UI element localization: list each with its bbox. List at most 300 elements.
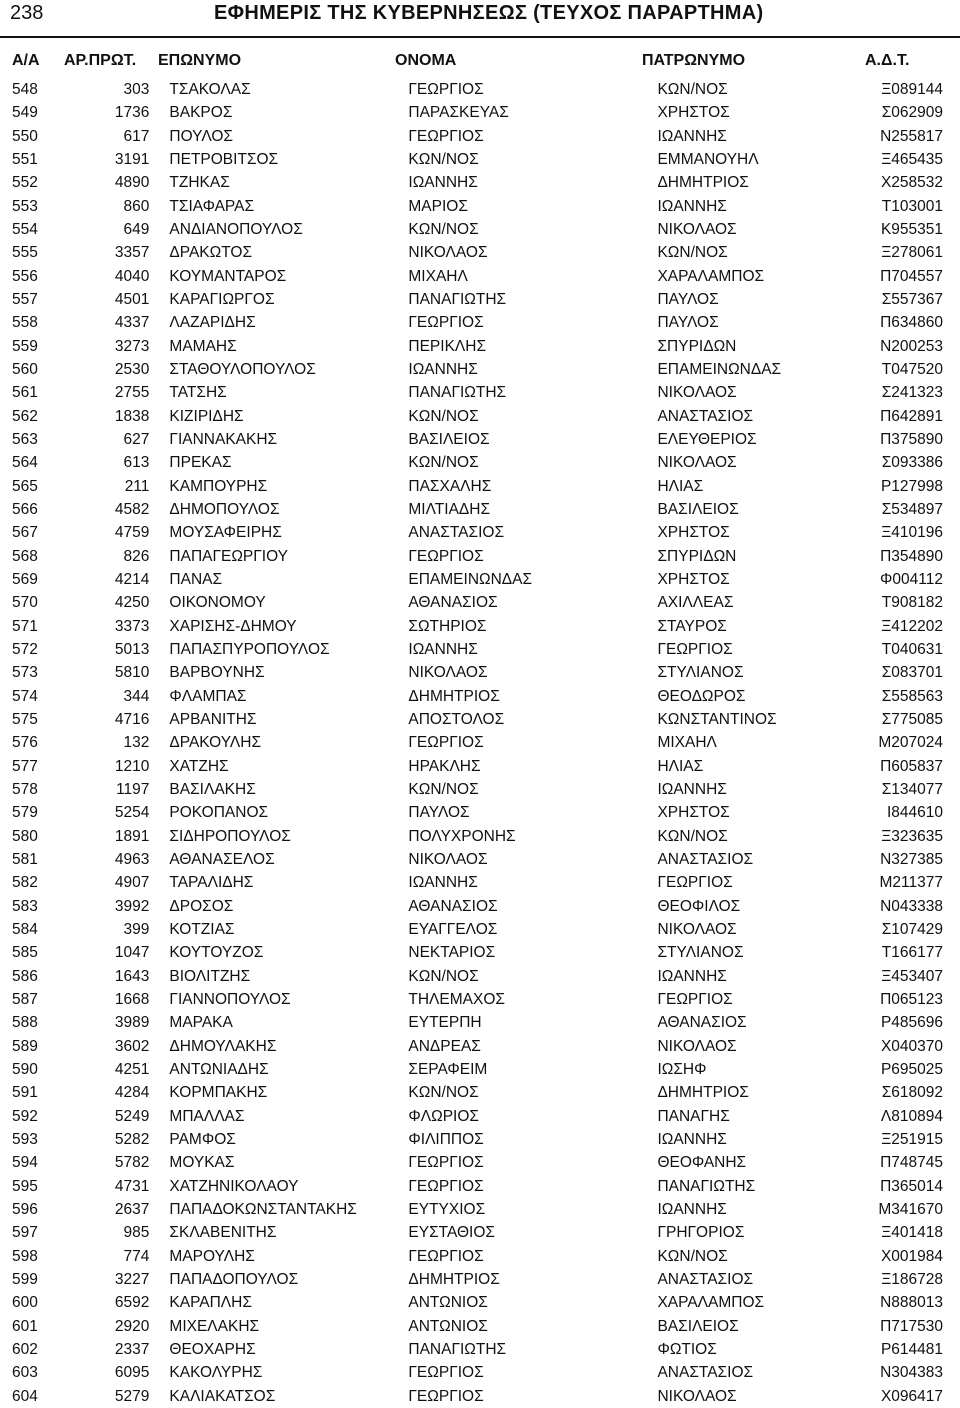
fathers-name: ΣΠΥΡΙΔΩΝ bbox=[657, 337, 737, 355]
id-number: Ρ485696 bbox=[880, 1014, 943, 1032]
row-index: 568 bbox=[12, 547, 38, 565]
surname: ΓΙΑΝΝΟΠΟΥΛΟΣ bbox=[169, 990, 291, 1008]
fathers-name: ΓΕΩΡΓΙΟΣ bbox=[657, 874, 733, 892]
fathers-name: ΘΕΟΦΑΝΗΣ bbox=[657, 1154, 747, 1172]
id-number: Ν255817 bbox=[880, 127, 943, 145]
column-header-aa: Α/Α bbox=[12, 52, 40, 69]
first-name: ΓΕΩΡΓΙΟΣ bbox=[408, 314, 484, 332]
protocol-number: 1891 bbox=[114, 827, 150, 845]
id-number: Ν888013 bbox=[880, 1294, 943, 1312]
protocol-number: 3227 bbox=[114, 1270, 150, 1288]
fathers-name: ΘΕΟΦΙΛΟΣ bbox=[657, 897, 741, 915]
fathers-name: ΦΩΤΙΟΣ bbox=[657, 1340, 717, 1358]
surname: ΡΟΚΟΠΑΝΟΣ bbox=[169, 804, 269, 822]
id-number: Π704557 bbox=[880, 267, 943, 285]
journal-title: ΕΦΗΜΕΡΙΣ ΤΗΣ ΚΥΒΕΡΝΗΣΕΩΣ (ΤΕΥΧΟΣ ΠΑΡΑΡΤΗΜΑ) bbox=[214, 2, 764, 24]
id-number: Ξ323635 bbox=[881, 827, 943, 845]
table-row bbox=[0, 731, 960, 754]
first-name: ΚΩΝ/ΝΟΣ bbox=[408, 781, 479, 798]
surname: ΚΟΡΜΠΑΚΗΣ bbox=[169, 1084, 268, 1102]
id-number: Π375890 bbox=[880, 431, 943, 449]
table-row bbox=[0, 1314, 960, 1337]
first-name: ΠΑΝΑΓΙΩΤΗΣ bbox=[408, 384, 507, 402]
fathers-name: ΣΤΥΛΙΑΝΟΣ bbox=[657, 944, 744, 962]
surname: ΑΘΑΝΑΣΕΛΟΣ bbox=[169, 850, 275, 868]
first-name: ΠΑΥΛΟΣ bbox=[408, 804, 470, 822]
protocol-number: 4040 bbox=[114, 267, 150, 285]
row-index: 569 bbox=[12, 571, 38, 589]
id-number: Σ107429 bbox=[881, 920, 943, 938]
table-row bbox=[0, 1361, 960, 1384]
first-name: ΑΝΑΣΤΑΣΙΟΣ bbox=[408, 524, 505, 542]
protocol-number: 4501 bbox=[114, 291, 150, 309]
table-row bbox=[0, 1128, 960, 1151]
surname: ΚΑΚΟΛΥΡΗΣ bbox=[169, 1364, 263, 1382]
row-index: 592 bbox=[12, 1107, 38, 1125]
protocol-number: 1668 bbox=[114, 990, 150, 1008]
surname: ΚΟΥΜΑΝΤΑΡΟΣ bbox=[169, 267, 287, 285]
id-number: Ξ089144 bbox=[881, 81, 943, 99]
row-index: 591 bbox=[12, 1084, 38, 1102]
fathers-name: ΑΝΑΣΤΑΣΙΟΣ bbox=[657, 1364, 754, 1382]
id-number: Τ040631 bbox=[881, 641, 943, 659]
row-index: 590 bbox=[12, 1060, 38, 1078]
id-number: Τ166177 bbox=[881, 944, 943, 962]
surname: ΑΡΒΑΝΙΤΗΣ bbox=[169, 711, 257, 729]
surname: ΤΑΤΣΗΣ bbox=[169, 384, 227, 402]
fathers-name: ΝΙΚΟΛΑΟΣ bbox=[657, 1037, 737, 1055]
fathers-name: ΧΑΡΑΛΑΜΠΟΣ bbox=[657, 267, 765, 285]
fathers-name: ΚΩΝ/ΝΟΣ bbox=[657, 244, 728, 262]
table-row bbox=[0, 1011, 960, 1034]
id-number: Π634860 bbox=[880, 314, 943, 332]
first-name: ΠΟΛΥΧΡΟΝΗΣ bbox=[408, 827, 516, 845]
protocol-number: 1197 bbox=[116, 781, 150, 798]
table-row bbox=[0, 894, 960, 917]
first-name: ΚΩΝ/ΝΟΣ bbox=[408, 407, 479, 425]
fathers-name: ΕΜΜΑΝΟΥΗΛ bbox=[657, 151, 759, 169]
first-name: ΝΙΚΟΛΑΟΣ bbox=[408, 850, 488, 868]
fathers-name: ΠΑΝΑΓΙΩΤΗΣ bbox=[657, 1177, 756, 1195]
first-name: ΤΗΛΕΜΑΧΟΣ bbox=[408, 990, 505, 1008]
protocol-number: 649 bbox=[123, 221, 150, 239]
fathers-name: ΙΩΑΝΝΗΣ bbox=[657, 127, 727, 145]
id-number: Σ775085 bbox=[881, 711, 943, 729]
table-row bbox=[0, 475, 960, 498]
fathers-name: ΣΠΥΡΙΔΩΝ bbox=[657, 547, 737, 565]
table-row bbox=[0, 498, 960, 521]
surname: ΘΕΟΧΑΡΗΣ bbox=[169, 1340, 256, 1358]
table-row bbox=[0, 1058, 960, 1081]
fathers-name: ΝΙΚΟΛΑΟΣ bbox=[657, 920, 737, 938]
first-name: ΙΩΑΝΝΗΣ bbox=[408, 874, 478, 892]
surname: ΑΝΔΙΑΝΟΠΟΥΛΟΣ bbox=[169, 221, 303, 239]
fathers-name: ΠΑΥΛΟΣ bbox=[657, 314, 719, 332]
table-row bbox=[0, 218, 960, 241]
fathers-name: ΙΩΑΝΝΗΣ bbox=[657, 1200, 727, 1218]
row-index: 579 bbox=[12, 804, 38, 822]
fathers-name: ΣΤΥΛΙΑΝΟΣ bbox=[657, 664, 744, 682]
first-name: ΓΕΩΡΓΙΟΣ bbox=[408, 547, 484, 565]
protocol-number: 1643 bbox=[114, 967, 150, 985]
row-index: 581 bbox=[12, 850, 38, 868]
fathers-name: ΝΙΚΟΛΑΟΣ bbox=[657, 1387, 737, 1405]
id-number: Μ211377 bbox=[879, 874, 943, 892]
fathers-name: ΝΙΚΟΛΑΟΣ bbox=[657, 384, 737, 402]
row-index: 557 bbox=[12, 291, 38, 309]
first-name: ΕΥΑΓΓΕΛΟΣ bbox=[408, 920, 498, 938]
id-number: Σ618092 bbox=[881, 1084, 943, 1102]
row-index: 559 bbox=[12, 337, 38, 355]
fathers-name: ΧΑΡΑΛΑΜΠΟΣ bbox=[657, 1294, 765, 1312]
protocol-number: 5254 bbox=[114, 804, 150, 822]
first-name: ΑΘΑΝΑΣΙΟΣ bbox=[408, 594, 498, 612]
first-name: ΓΕΩΡΓΙΟΣ bbox=[408, 1154, 484, 1172]
table-row bbox=[0, 685, 960, 708]
first-name: ΓΕΩΡΓΙΟΣ bbox=[408, 1364, 484, 1382]
first-name: ΒΑΣΙΛΕΙΟΣ bbox=[408, 431, 490, 449]
id-number: Σ134077 bbox=[881, 781, 943, 798]
fathers-name: ΕΛΕΥΘΕΡΙΟΣ bbox=[657, 431, 757, 449]
first-name: ΑΠΟΣΤΟΛΟΣ bbox=[408, 711, 505, 729]
row-index: 585 bbox=[12, 944, 38, 962]
surname: ΠΑΠΑΔΟΠΟΥΛΟΣ bbox=[169, 1270, 299, 1288]
first-name: ΙΩΑΝΝΗΣ bbox=[408, 641, 478, 659]
first-name: ΠΑΝΑΓΙΩΤΗΣ bbox=[408, 291, 507, 309]
surname: ΑΝΤΩΝΙΑΔΗΣ bbox=[169, 1060, 269, 1078]
protocol-number: 1047 bbox=[114, 944, 150, 962]
id-number: Π354890 bbox=[880, 547, 943, 565]
surname: ΔΗΜΟΠΟΥΛΟΣ bbox=[169, 501, 280, 519]
first-name: ΓΕΩΡΓΙΟΣ bbox=[408, 1247, 484, 1265]
protocol-number: 3357 bbox=[114, 244, 150, 262]
row-index: 555 bbox=[12, 244, 38, 262]
first-name: ΙΩΑΝΝΗΣ bbox=[408, 361, 478, 379]
row-index: 564 bbox=[12, 454, 38, 472]
table-row bbox=[0, 568, 960, 591]
page-header bbox=[0, 0, 960, 34]
surname: ΔΗΜΟΥΛΑΚΗΣ bbox=[169, 1037, 277, 1055]
protocol-number: 4214 bbox=[114, 571, 150, 589]
id-number: Ξ251915 bbox=[881, 1130, 943, 1148]
row-index: 594 bbox=[12, 1154, 38, 1172]
table-row bbox=[0, 265, 960, 288]
row-index: 566 bbox=[12, 501, 38, 519]
header-divider bbox=[0, 36, 960, 38]
id-number: Λ810894 bbox=[880, 1107, 943, 1125]
surname: ΔΡΑΚΩΤΟΣ bbox=[169, 244, 253, 262]
protocol-number: 4284 bbox=[114, 1084, 150, 1102]
id-number: Π748745 bbox=[880, 1154, 943, 1172]
id-number: Ρ127998 bbox=[880, 477, 943, 495]
surname: ΤΖΗΚΑΣ bbox=[169, 174, 230, 192]
surname: ΧΑΤΖΗΣ bbox=[169, 757, 229, 775]
row-index: 595 bbox=[12, 1177, 38, 1195]
fathers-name: ΒΑΣΙΛΕΙΟΣ bbox=[657, 501, 739, 519]
row-index: 593 bbox=[12, 1130, 38, 1148]
row-index: 589 bbox=[12, 1037, 38, 1055]
fathers-name: ΙΩΑΝΝΗΣ bbox=[657, 781, 727, 798]
surname: ΣΚΛΑΒΕΝΙΤΗΣ bbox=[169, 1224, 277, 1242]
surname: ΓΙΑΝΝΑΚΑΚΗΣ bbox=[169, 431, 278, 449]
protocol-number: 5782 bbox=[114, 1154, 150, 1172]
surname: ΣΙΔΗΡΟΠΟΥΛΟΣ bbox=[169, 827, 291, 845]
id-number: Π065123 bbox=[880, 990, 943, 1008]
fathers-name: ΚΩΝ/ΝΟΣ bbox=[657, 81, 728, 99]
table-row bbox=[0, 358, 960, 381]
row-index: 556 bbox=[12, 267, 38, 285]
surname: ΤΣΑΚΟΛΑΣ bbox=[169, 81, 251, 99]
surname: ΜΙΧΕΛΑΚΗΣ bbox=[169, 1317, 260, 1335]
column-header-surname: ΕΠΩΝΥΜΟ bbox=[158, 52, 242, 69]
id-number: Χ001984 bbox=[880, 1247, 943, 1265]
row-index: 567 bbox=[12, 524, 38, 542]
column-header-protocol: ΑΡ.ΠΡΩΤ. bbox=[64, 52, 137, 69]
id-number: Σ083701 bbox=[881, 664, 943, 682]
first-name: ΚΩΝ/ΝΟΣ bbox=[408, 151, 479, 169]
id-number: Τ103001 bbox=[881, 197, 943, 215]
surname: ΧΑΤΖΗΝΙΚΟΛΑΟΥ bbox=[169, 1177, 299, 1195]
row-index: 587 bbox=[12, 990, 38, 1008]
fathers-name: ΚΩΝ/ΝΟΣ bbox=[657, 827, 728, 845]
surname: ΠΡΕΚΑΣ bbox=[169, 454, 232, 472]
surname: ΚΙΖΙΡΙΔΗΣ bbox=[169, 407, 244, 425]
fathers-name: ΜΙΧΑΗΛ bbox=[657, 734, 717, 752]
first-name: ΦΙΛΙΠΠΟΣ bbox=[408, 1130, 484, 1148]
id-number: Σ241323 bbox=[881, 384, 943, 402]
protocol-number: 3373 bbox=[114, 617, 150, 635]
table-row bbox=[0, 591, 960, 614]
surname: ΚΟΤΖΙΑΣ bbox=[169, 920, 235, 938]
first-name: ΓΕΩΡΓΙΟΣ bbox=[408, 1387, 484, 1405]
fathers-name: ΠΑΥΛΟΣ bbox=[657, 291, 719, 309]
surname: ΠΑΠΑΓΕΩΡΓΙΟΥ bbox=[169, 547, 289, 565]
id-number: Τ047520 bbox=[881, 361, 943, 379]
first-name: ΔΗΜΗΤΡΙΟΣ bbox=[408, 687, 500, 705]
protocol-number: 826 bbox=[123, 547, 150, 565]
protocol-number: 627 bbox=[123, 431, 150, 449]
table-row bbox=[0, 545, 960, 568]
protocol-number: 344 bbox=[123, 687, 150, 705]
fathers-name: ΙΩΑΝΝΗΣ bbox=[657, 197, 727, 215]
table-row bbox=[0, 941, 960, 964]
first-name: ΦΛΩΡΙΟΣ bbox=[408, 1107, 479, 1125]
table-row bbox=[0, 1034, 960, 1057]
table-row bbox=[0, 405, 960, 428]
fathers-name: ΑΝΑΣΤΑΣΙΟΣ bbox=[657, 1270, 754, 1288]
first-name: ΜΙΛΤΙΑΔΗΣ bbox=[408, 501, 491, 519]
protocol-number: 4251 bbox=[114, 1060, 150, 1078]
row-index: 572 bbox=[12, 641, 38, 659]
fathers-name: ΓΡΗΓΟΡΙΟΣ bbox=[657, 1224, 745, 1242]
protocol-number: 617 bbox=[123, 127, 150, 145]
id-number: Π642891 bbox=[880, 407, 943, 425]
id-number: Σ062909 bbox=[881, 104, 943, 122]
fathers-name: ΣΤΑΥΡΟΣ bbox=[657, 617, 727, 635]
id-number: Ρ614481 bbox=[880, 1340, 943, 1358]
id-number: Π605837 bbox=[880, 757, 943, 775]
fathers-name: ΧΡΗΣΤΟΣ bbox=[657, 571, 730, 589]
fathers-name: ΑΝΑΣΤΑΣΙΟΣ bbox=[657, 407, 754, 425]
row-index: 549 bbox=[12, 104, 38, 122]
surname: ΠΟΥΛΟΣ bbox=[169, 127, 234, 145]
id-number: Χ040370 bbox=[880, 1037, 943, 1055]
fathers-name: ΑΧΙΛΛΕΑΣ bbox=[657, 594, 734, 612]
row-index: 570 bbox=[12, 594, 38, 612]
surname: ΤΑΡΑΛΙΔΗΣ bbox=[169, 874, 254, 892]
table-row bbox=[0, 171, 960, 194]
table-row bbox=[0, 288, 960, 311]
table-row bbox=[0, 78, 960, 101]
table-row bbox=[0, 708, 960, 731]
id-number: Ξ412202 bbox=[881, 617, 943, 635]
row-index: 582 bbox=[12, 874, 38, 892]
table-row bbox=[0, 848, 960, 871]
first-name: ΕΥΤΥΧΙΟΣ bbox=[408, 1200, 486, 1218]
fathers-name: ΙΩΣΗΦ bbox=[657, 1060, 707, 1078]
column-headers bbox=[0, 52, 960, 74]
protocol-number: 5810 bbox=[114, 664, 150, 682]
table-row bbox=[0, 381, 960, 404]
protocol-number: 2337 bbox=[114, 1340, 150, 1358]
table-row bbox=[0, 918, 960, 941]
row-index: 565 bbox=[12, 477, 38, 495]
protocol-number: 2530 bbox=[114, 361, 150, 379]
fathers-name: ΙΩΑΝΝΗΣ bbox=[657, 967, 727, 985]
first-name: ΜΑΡΙΟΣ bbox=[408, 197, 468, 215]
fathers-name: ΗΛΙΑΣ bbox=[657, 757, 704, 775]
row-index: 551 bbox=[12, 151, 38, 169]
row-index: 578 bbox=[12, 781, 38, 798]
id-number: Ν327385 bbox=[880, 850, 943, 868]
table-row bbox=[0, 871, 960, 894]
table-row bbox=[0, 311, 960, 334]
table-row bbox=[0, 1384, 960, 1407]
protocol-number: 6095 bbox=[114, 1364, 150, 1382]
fathers-name: ΧΡΗΣΤΟΣ bbox=[657, 524, 730, 542]
fathers-name: ΠΑΝΑΓΗΣ bbox=[657, 1107, 730, 1125]
row-index: 586 bbox=[12, 967, 38, 985]
id-number: Ν043338 bbox=[880, 897, 943, 915]
row-index: 573 bbox=[12, 664, 38, 682]
protocol-number: 4716 bbox=[114, 711, 150, 729]
column-header-fathers-name: ΠΑΤΡΩΝΥΜΟ bbox=[642, 52, 746, 69]
first-name: ΣΕΡΑΦΕΙΜ bbox=[408, 1060, 488, 1078]
protocol-number: 5279 bbox=[114, 1387, 150, 1405]
first-name: ΝΙΚΟΛΑΟΣ bbox=[408, 664, 488, 682]
protocol-number: 4963 bbox=[114, 850, 150, 868]
row-index: 598 bbox=[12, 1247, 38, 1265]
table-row bbox=[0, 778, 960, 801]
column-header-id-number: Α.Δ.Τ. bbox=[865, 52, 910, 69]
column-header-name: ΟΝΟΜΑ bbox=[395, 52, 457, 69]
surname: ΚΟΥΤΟΥΖΟΣ bbox=[169, 944, 264, 962]
protocol-number: 3992 bbox=[114, 897, 150, 915]
protocol-number: 5249 bbox=[114, 1107, 150, 1125]
id-number: Ν200253 bbox=[880, 337, 943, 355]
table-row bbox=[0, 661, 960, 684]
table-row bbox=[0, 1268, 960, 1291]
first-name: ΕΥΣΤΑΘΙΟΣ bbox=[408, 1224, 495, 1242]
row-index: 597 bbox=[12, 1224, 38, 1242]
protocol-number: 399 bbox=[123, 920, 150, 938]
fathers-name: ΘΕΟΔΩΡΟΣ bbox=[657, 687, 746, 705]
protocol-number: 4250 bbox=[114, 594, 150, 612]
protocol-number: 4759 bbox=[114, 524, 150, 542]
protocol-number: 1210 bbox=[114, 757, 150, 775]
first-name: ΓΕΩΡΓΙΟΣ bbox=[408, 1177, 484, 1195]
table-row bbox=[0, 1151, 960, 1174]
first-name: ΚΩΝ/ΝΟΣ bbox=[408, 454, 479, 472]
row-index: 548 bbox=[12, 81, 38, 99]
surname: ΚΑΜΠΟΥΡΗΣ bbox=[169, 477, 268, 495]
first-name: ΠΑΝΑΓΙΩΤΗΣ bbox=[408, 1340, 507, 1358]
protocol-number: 2637 bbox=[114, 1200, 150, 1218]
first-name: ΔΗΜΗΤΡΙΟΣ bbox=[408, 1270, 500, 1288]
protocol-number: 860 bbox=[123, 197, 150, 215]
row-index: 558 bbox=[12, 314, 38, 332]
row-index: 571 bbox=[12, 617, 38, 635]
fathers-name: ΒΑΣΙΛΕΙΟΣ bbox=[657, 1317, 739, 1335]
protocol-number: 774 bbox=[123, 1247, 150, 1265]
page-number: 238 bbox=[10, 2, 44, 24]
table-row bbox=[0, 125, 960, 148]
protocol-number: 3273 bbox=[114, 337, 150, 355]
id-number: Φ004112 bbox=[880, 571, 943, 589]
table-row bbox=[0, 1221, 960, 1244]
row-index: 554 bbox=[12, 221, 38, 239]
first-name: ΠΑΡΑΣΚΕΥΑΣ bbox=[408, 104, 509, 122]
fathers-name: ΝΙΚΟΛΑΟΣ bbox=[657, 454, 737, 472]
first-name: ΝΙΚΟΛΑΟΣ bbox=[408, 244, 488, 262]
first-name: ΑΘΑΝΑΣΙΟΣ bbox=[408, 897, 498, 915]
table-row bbox=[0, 428, 960, 451]
surname: ΜΠΑΛΛΑΣ bbox=[169, 1107, 245, 1125]
fathers-name: ΗΛΙΑΣ bbox=[657, 477, 704, 495]
id-number: Ξ410196 bbox=[881, 524, 943, 542]
surname: ΦΛΑΜΠΑΣ bbox=[169, 687, 247, 705]
id-number: Χ258532 bbox=[880, 174, 943, 192]
table-row bbox=[0, 964, 960, 987]
fathers-name: ΓΕΩΡΓΙΟΣ bbox=[657, 990, 733, 1008]
first-name: ΝΕΚΤΑΡΙΟΣ bbox=[408, 944, 496, 962]
first-name: ΓΕΩΡΓΙΟΣ bbox=[408, 81, 484, 99]
id-number: Μ341670 bbox=[878, 1200, 943, 1218]
fathers-name: ΧΡΗΣΤΟΣ bbox=[657, 104, 730, 122]
surname: ΠΑΠΑΔΟΚΩΝΣΤΑΝΤΑΚΗΣ bbox=[169, 1200, 357, 1218]
id-number: Ξ186728 bbox=[881, 1270, 943, 1288]
first-name: ΠΑΣΧΑΛΗΣ bbox=[408, 477, 492, 495]
row-index: 577 bbox=[12, 757, 38, 775]
surname: ΠΕΤΡΟΒΙΤΣΟΣ bbox=[169, 151, 279, 169]
surname: ΒΑΚΡΟΣ bbox=[169, 104, 233, 122]
protocol-number: 613 bbox=[123, 454, 150, 472]
surname: ΒΙΟΛΙΤΖΗΣ bbox=[169, 967, 251, 985]
protocol-number: 985 bbox=[123, 1224, 150, 1242]
protocol-number: 4337 bbox=[114, 314, 150, 332]
surname: ΔΡΑΚΟΥΛΗΣ bbox=[169, 734, 262, 752]
id-number: Σ534897 bbox=[881, 501, 943, 519]
protocol-number: 2920 bbox=[114, 1317, 150, 1335]
fathers-name: ΕΠΑΜΕΙΝΩΝΔΑΣ bbox=[657, 361, 782, 379]
protocol-number: 2755 bbox=[114, 384, 150, 402]
row-index: 604 bbox=[12, 1387, 38, 1405]
surname: ΚΑΡΑΠΛΗΣ bbox=[169, 1294, 252, 1312]
row-index: 575 bbox=[12, 711, 38, 729]
registry-table-body bbox=[0, 78, 960, 1408]
first-name: ΑΝΤΩΝΙΟΣ bbox=[408, 1317, 488, 1335]
first-name: ΕΠΑΜΕΙΝΩΝΔΑΣ bbox=[408, 571, 533, 589]
